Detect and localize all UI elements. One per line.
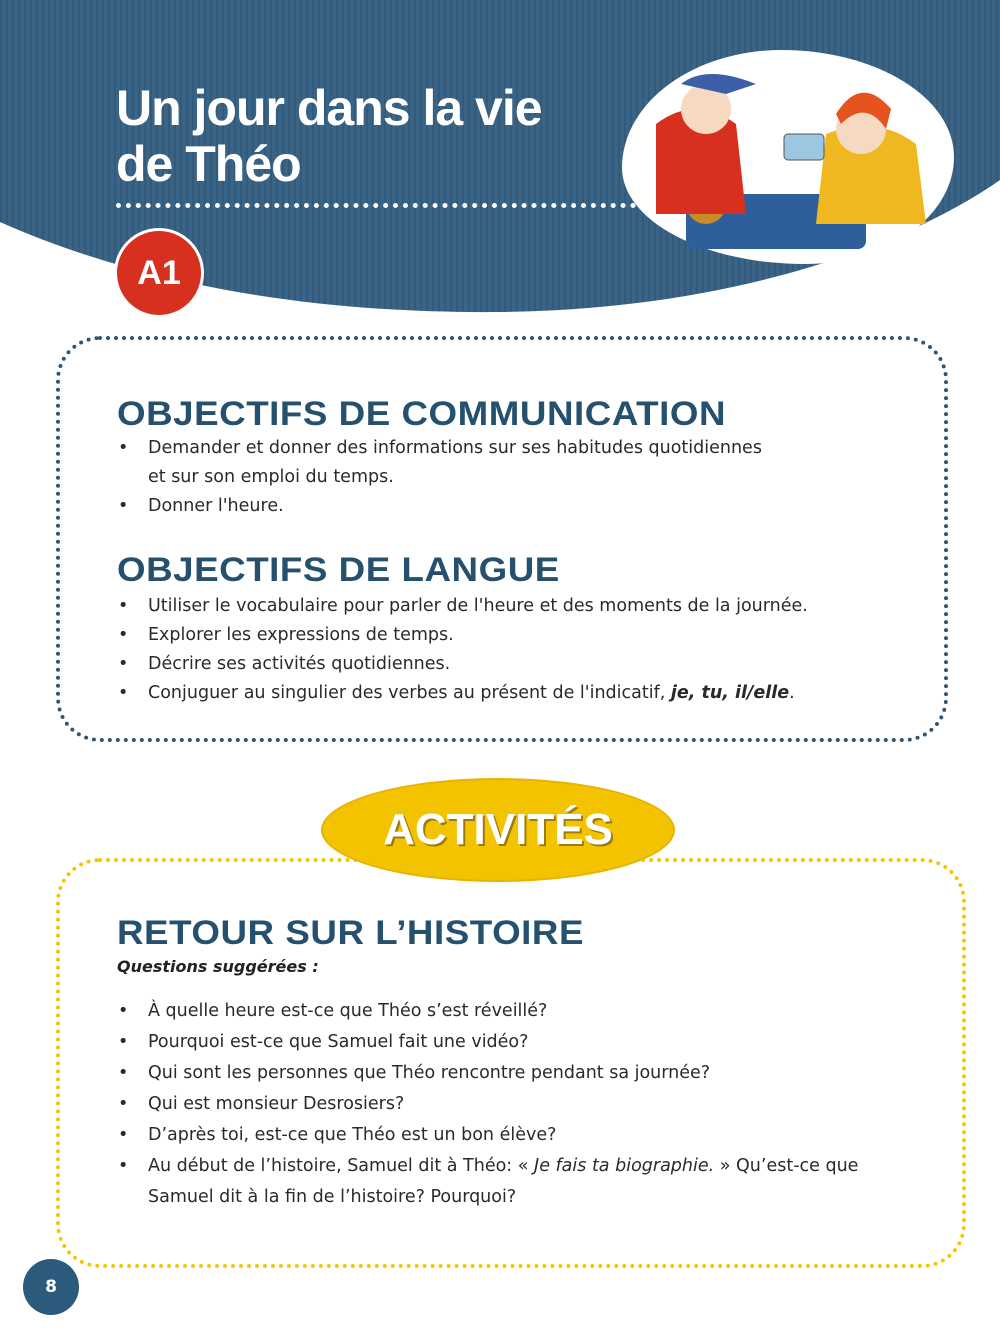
list-item: • À quelle heure est-ce que Théo s’est réveillé? <box>118 996 858 1027</box>
suggested-questions-label: Questions suggérées : <box>117 957 319 976</box>
page-title: Un jour dans la vie de Théo <box>116 80 542 192</box>
language-objectives-list <box>118 592 808 708</box>
page-number: 8 <box>23 1259 79 1315</box>
list-item: • D’après toi, est-ce que Théo est un bon élève? <box>118 1120 858 1151</box>
language-objectives-heading: OBJECTIFS DE LANGUE <box>117 551 560 589</box>
list-item: • Pourquoi est-ce que Samuel fait une vidéo? <box>118 1027 858 1058</box>
list-item: • Utiliser le vocabulaire pour parler de l'heure et des moments de la journée. <box>118 592 808 621</box>
questions-list <box>118 996 858 1213</box>
communication-objectives-list <box>118 434 762 521</box>
list-item: • Décrire ses activités quotidiennes. <box>118 650 808 679</box>
title-divider <box>116 203 636 208</box>
story-review-heading: RETOUR SUR L’HISTOIRE <box>117 914 585 952</box>
list-item: • Au début de l’histoire, Samuel dit à Théo: « Je fais ta biographie. » Qu’est-ce que Samuel dit à la fin de l’histoire? Pourquoi? <box>118 1151 858 1213</box>
communication-objectives-heading: OBJECTIFS DE COMMUNICATION <box>117 395 727 433</box>
list-item: • Qui sont les personnes que Théo rencontre pendant sa journée? <box>118 1058 858 1089</box>
two-teens-cafeteria-illustration <box>622 50 954 264</box>
list-item: • Donner l'heure. <box>118 492 762 521</box>
list-item: • Explorer les expressions de temps. <box>118 621 808 650</box>
activities-label: ACTIVITÉS <box>321 778 675 882</box>
list-item: • Conjuguer au singulier des verbes au présent de l'indicatif, je, tu, il/elle. <box>118 679 808 708</box>
level-badge: A1 <box>114 228 204 318</box>
list-item: • Demander et donner des informations sur ses habitudes quotidiennes et sur son emploi du temps. <box>118 434 762 492</box>
list-item: • Qui est monsieur Desrosiers? <box>118 1089 858 1120</box>
